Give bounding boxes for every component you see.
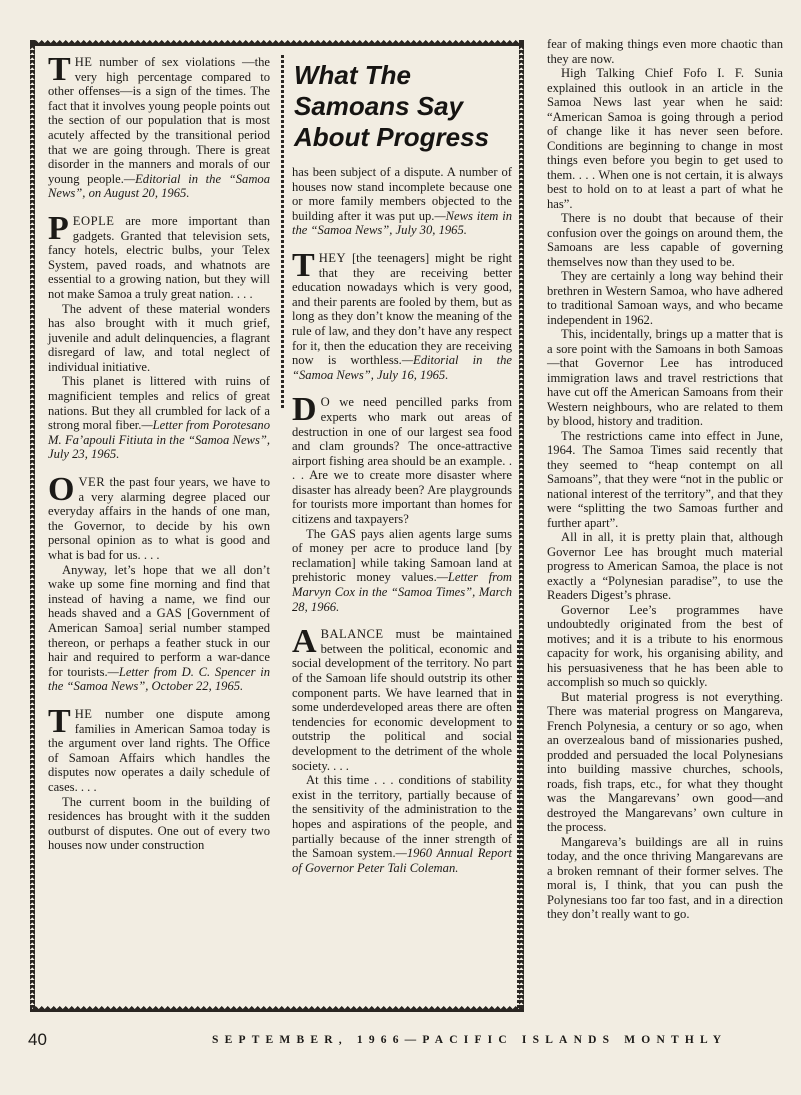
- headline-line-3: About Progress: [294, 122, 490, 152]
- drop-cap: P: [48, 209, 69, 247]
- feature-headline: [294, 60, 512, 153]
- quote-source: —1960 Annual Report of Governor Peter Tali Coleman.: [292, 846, 512, 875]
- quote-paragraph: [292, 391, 512, 527]
- quote-paragraph: [292, 527, 512, 615]
- quote-item: [292, 391, 512, 614]
- page-number: 40: [28, 1030, 47, 1049]
- quote-source: —Letter from D. C. Spencer in the “Samoa News”, October 22, 1965.: [48, 664, 270, 694]
- quote-paragraph: [48, 702, 270, 795]
- quote-source: —Editorial in the “Samoa News”, July 16, 1965.: [292, 353, 512, 382]
- quote-text: [the teenagers] might be right that they are receiving better education nowadays which is very good, and their parents are fooled by them, but as long as they don’t know the meaning of the rule of law, and they don’t have any respect for it, then the education they are receiving now is worthless.: [292, 250, 512, 368]
- drop-cap: T: [48, 51, 71, 88]
- lead-word: HE: [74, 55, 93, 69]
- quote-paragraph: [48, 795, 270, 853]
- article-paragraph: The restrictions came into effect in June, 1964. The Samoa Times said recently that they seemed to “heap contempt on all Samoans”, that they were “not in the public or national interest of the territory”, and that they were “splitting the two Samoas further and further apart”.: [547, 428, 783, 530]
- article-paragraph: This, incidentally, brings up a matter that is a sore point with the Samoans in both Samoas—that Governor Lee has introduced immigration laws and travel restrictions that have cut off the American Samoans from their Western neighbours, who are related to them by blood, history and tradition.: [547, 327, 783, 428]
- column-right: [547, 37, 783, 922]
- quote-text: number one dispute among families in American Samoa today is the argument over land rights. The Office of Samoan Affairs which handles the disputes now operates a daily schedule of cases. . . .: [48, 706, 270, 794]
- quote-item: [48, 702, 270, 853]
- quote-source: —Letter from Marvyn Cox in the “Samoa Times”, March 28, 1966.: [292, 570, 512, 614]
- quote-item: [292, 246, 512, 382]
- article-paragraph: There is no doubt that because of their confusion over the goings on around them, the Samoans are less capable of governing themselves now than they used to be.: [547, 211, 783, 269]
- page-footer: [0, 1028, 801, 1052]
- zigzag-border-left: [30, 40, 35, 1012]
- quote-text: This planet is littered with ruins of magnificient temples and relics of great nations. But they all crumbled for lack of a strong moral fiber.: [48, 374, 270, 433]
- article-paragraph: All in all, it is pretty plain that, although Governor Lee has brought much material progress to American Samoa, the place is not exactly a “Polynesian paradise”, to use the Readers Digest’s phrase.: [547, 530, 783, 602]
- quote-paragraph: [292, 773, 512, 875]
- quote-paragraph: [48, 471, 270, 563]
- column-divider-lower: [517, 640, 520, 1010]
- headline-line-1: What The: [294, 60, 411, 90]
- article-paragraph: High Talking Chief Fofo I. F. Sunia explained this outlook in an article in the Samoa News last year when he said: “American Samoa is going through a period of change like it has never seen before. Conditions are beginning to change in most things even before you begin to get used to them. . . . When one is not certain, it is always best to hold on to at least a part of what he has”.: [547, 66, 783, 211]
- quote-paragraph: [292, 165, 512, 238]
- lead-word: EOPLE: [72, 213, 115, 228]
- quote-paragraph: [48, 51, 271, 201]
- lead-word: O: [320, 395, 331, 410]
- article-paragraph: Mangareva’s buildings are all in ruins today, and the once thriving Mangarevans are a broken remnant of their former selves. The moral is, I think, that you can push the Polynesians too far too fast, and in a direction they don’t really want to go.: [547, 834, 783, 921]
- headline-line-2: Samoans Say: [294, 91, 464, 121]
- quote-text: At this time . . . conditions of stability exist in the territory, partially because of the sensitivity of the administration to the hopes and aspirations of the people, and partially because of the inner strength of the Samoan system.: [292, 773, 512, 861]
- quote-item: [292, 165, 512, 238]
- column-middle-body: [292, 165, 512, 875]
- quote-text: are more important than gadgets. Granted that television sets, fancy hotels, electric bulbs, your Telex System, paved roads, and whatnots are essential to a growing nation, but they will not make Samoa a truly great nation. . . .: [48, 213, 270, 301]
- quote-item: [48, 51, 271, 201]
- quote-item: [48, 471, 270, 694]
- column-divider-upper: [281, 55, 284, 410]
- article-paragraph: Governor Lee’s programmes have undoubtedly originated from the best of motives; and it is a tribute to his enormous capacity for work, his organising ability, and his persuasiveness that he has been able to accomplish so much so quickly.: [547, 602, 783, 689]
- quote-text: number of sex violations —the very high percentage compared to other offenses—is a sign of the times. The fact that it involves young people points out the section of our population that is most acutely affected by the transitional period that we are going through. There is great disorder in the manners and morals of our young people.: [48, 55, 270, 186]
- lead-word: BALANCE: [320, 627, 384, 642]
- article-paragraph: fear of making things even more chaotic than they are now.: [547, 37, 783, 66]
- quote-text: has been subject of a dispute. A number of houses now stand incomplete because one or more family members objected to the building after it was put up.: [292, 165, 512, 223]
- quote-text: must be maintained between the political, economic and social development of the territory. No part of the Samoan life should outstrip its other component parts. We have learned that in some underdeveloped areas there are often tendencies for economic development to outstrip the political and social development to the detriment of the whole society. . . .: [292, 627, 512, 773]
- quote-source: —News item in the “Samoa News”, July 30, 1965.: [292, 208, 512, 238]
- drop-cap: D: [292, 391, 317, 429]
- running-title: SEPTEMBER, 1966—PACIFIC ISLANDS MONTHLY: [212, 1034, 728, 1046]
- quote-paragraph: [48, 374, 270, 462]
- lead-word: HE: [74, 706, 93, 721]
- zigzag-border-top: [30, 40, 524, 46]
- lead-word: HEY: [318, 250, 347, 265]
- article-paragraph: They are certainly a long way behind their brethren in Western Samoa, who have adhered to traditional Samoan ways, and who became independent in 1962.: [547, 269, 783, 327]
- quote-source: —Editorial in the “Samoa News”, on August 20, 1965.: [48, 171, 271, 201]
- quote-text: The GAS pays alien agents large sums of money per acre to produce land [by reclamation] while taking Samoan land at prehistoric money values.: [292, 526, 512, 585]
- drop-cap: T: [48, 702, 71, 740]
- quote-source: —Letter from Porotesano M. Fa’apouli Fitiuta in the “Samoa News”, July 23, 1965.: [48, 418, 270, 462]
- drop-cap: A: [292, 623, 317, 661]
- quote-paragraph: [48, 302, 270, 375]
- quote-text: The advent of these material wonders has also brought with it much grief, juvenile and adult delinquencies, a flagrant disregard of law, and total neglect of individual initiative.: [48, 301, 270, 374]
- quote-text: the past four years, we have to a very alarming degree placed our everyday affairs in the hands of one man, the Governor, to decide by his own personal opinion as to what is good and what is bad for us. . . .: [48, 475, 270, 562]
- quote-paragraph: [292, 623, 512, 773]
- quote-text: The current boom in the building of residences has brought with it the sudden outburst of disputes. One out of every two houses now under construction: [48, 794, 270, 853]
- lead-word: VER: [78, 475, 106, 490]
- drop-cap: O: [48, 471, 75, 509]
- quote-item: [292, 623, 512, 875]
- quote-item: [48, 209, 270, 462]
- article-paragraph: But material progress is not everything. There was material progress on Mangareva, French Polynesia, a century or so ago, when an overzealous band of missionaries pushed, prodded and persuaded the local Polynesians into building massive churches, schools, roads, fish traps, etc., for what they thought was the Mangarevans’ own good—and destroyed the Mangarevans’ own culture in the process.: [547, 689, 783, 834]
- quote-text: we need pencilled parks from experts who mark out areas of destruction in one of our largest sea food and clam grounds? The once-attractive airport fishing area should be an example. . . . Are we to create more disaster where disaster has already been? Are playgrounds for tourists more important than homes for citizens and taxpayers?: [292, 395, 512, 527]
- column-left: [48, 51, 271, 866]
- quote-paragraph: [48, 209, 270, 302]
- quote-text: Anyway, let’s hope that we all don’t wake up some fine morning and find that instead of having a name, we find our heads shaved and a GAS [Government of American Samoa] serial number stamped thereon, or perhaps a feather stuck in our hair and required to perform a war-dance for tourists.: [48, 562, 270, 679]
- quote-paragraph: [48, 563, 270, 694]
- quote-paragraph: [292, 246, 512, 382]
- zigzag-border-bottom: [30, 1006, 524, 1012]
- column-middle: [292, 60, 512, 888]
- drop-cap: T: [292, 246, 315, 284]
